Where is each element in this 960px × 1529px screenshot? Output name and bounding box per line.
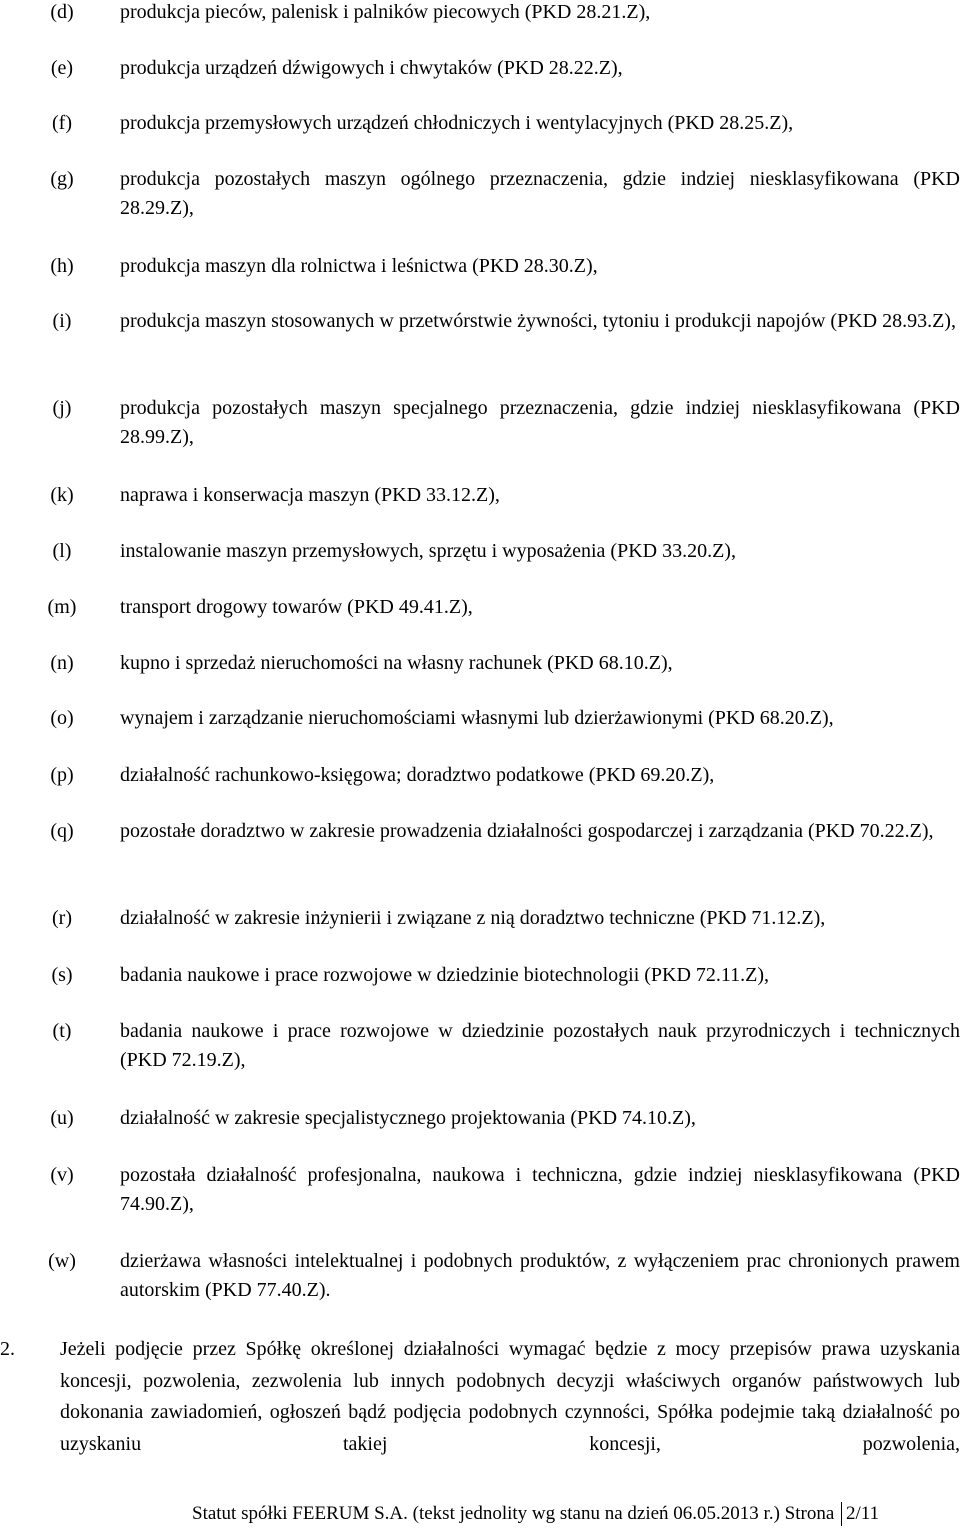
list-item-text: produkcja przemysłowych urządzeń chłodniczych i wentylacyjnych (PKD 28.25.Z),: [120, 112, 794, 134]
list-item-marker: (g): [50, 168, 74, 190]
list-item-marker: (i): [52, 310, 72, 332]
list-item-marker: (p): [50, 764, 74, 786]
list-item-marker: (e): [50, 57, 74, 79]
list-item-text: instalowanie maszyn przemysłowych, sprzętu i wyposażenia (PKD 33.20.Z),: [120, 540, 736, 562]
list-item-text: pozostałe doradztwo w zakresie prowadzenia działalności gospodarczej i zarządzania (PKD 70.22.Z),: [120, 820, 934, 842]
list-item-text: transport drogowy towarów (PKD 49.41.Z),: [120, 596, 473, 618]
list-item-text: produkcja pozostałych maszyn ogólnego przeznaczenia, gdzie indziej niesklasyfikowana (PKD 28.29.Z),: [120, 168, 960, 219]
list-item-marker: (k): [50, 484, 74, 506]
footer-page-number: 2/11: [841, 1502, 879, 1526]
list-item-text: produkcja pieców, palenisk i palników piecowych (PKD 28.21.Z),: [120, 1, 651, 23]
list-item-marker: (d): [50, 1, 74, 23]
list-item-text: naprawa i konserwacja maszyn (PKD 33.12.Z),: [120, 484, 500, 506]
list-item-marker: (h): [50, 255, 74, 277]
list-item-marker: (t): [52, 1020, 72, 1042]
list-item-text: działalność rachunkowo-księgowa; doradztwo podatkowe (PKD 69.20.Z),: [120, 764, 715, 786]
list-item-marker: (m): [47, 596, 77, 618]
list-item-text: badania naukowe i prace rozwojowe w dziedzinie biotechnologii (PKD 72.11.Z),: [120, 964, 770, 986]
list-item-marker: (l): [52, 540, 72, 562]
list-item-text: wynajem i zarządzanie nieruchomościami własnymi lub dzierżawionymi (PKD 68.20.Z),: [120, 707, 834, 729]
list-item-marker: (s): [51, 964, 73, 986]
list-item-text: działalność w zakresie inżynierii i związane z nią doradztwo techniczne (PKD 71.12.Z),: [120, 907, 826, 929]
list-item-marker: (n): [50, 652, 74, 674]
list-item-marker: (f): [52, 112, 72, 134]
list-item-text: badania naukowe i prace rozwojowe w dziedzinie pozostałych nauk przyrodniczych i technicznych (PKD 72.19.Z),: [120, 1020, 960, 1071]
list-item-text: produkcja urządzeń dźwigowych i chwytaków (PKD 28.22.Z),: [120, 57, 623, 79]
list-item-marker: (o): [50, 707, 74, 729]
list-item-text: dzierżawa własności intelektualnej i podobnych produktów, z wyłączeniem prac chronionych prawem autorskim (PKD 77.40.Z).: [120, 1250, 960, 1301]
list-item-text: produkcja maszyn stosowanych w przetwórstwie żywności, tytoniu i produkcji napojów (PKD 28.93.Z),: [120, 310, 956, 332]
list-item-marker: (w): [48, 1250, 76, 1272]
list-item-marker: (q): [50, 820, 74, 842]
list-item-text: produkcja maszyn dla rolnictwa i leśnictwa (PKD 28.30.Z),: [120, 255, 598, 277]
list-item-marker: (j): [52, 397, 72, 419]
list-item-text: kupno i sprzedaż nieruchomości na własny rachunek (PKD 68.10.Z),: [120, 652, 673, 674]
list-item-marker: (r): [52, 907, 72, 929]
list-item-text: pozostała działalność profesjonalna, naukowa i techniczna, gdzie indziej niesklasyfikowana (PKD 74.90.Z),: [120, 1164, 960, 1215]
list-item-text: działalność w zakresie specjalistycznego projektowania (PKD 74.10.Z),: [120, 1107, 696, 1129]
footer-document-title: Statut spółki FEERUM S.A. (tekst jednolity wg stanu na dzień 06.05.2013 r.) Strona: [192, 1503, 835, 1524]
page-footer: [192, 1502, 879, 1526]
paragraph-number: 2.: [0, 1338, 15, 1360]
list-item-marker: (v): [50, 1164, 74, 1186]
list-item-text: produkcja pozostałych maszyn specjalnego przeznaczenia, gdzie indziej niesklasyfikowana (PKD 28.99.Z),: [120, 397, 960, 448]
paragraph-text: Jeżeli podjęcie przez Spółkę określonej działalności wymagać będzie z mocy przepisów prawa uzyskania koncesji, pozwolenia, zezwolenia lub innych podobnych decyzji właściwych organów państwowych lub dokonania zawiadomień, ogłoszeń bądź podjęcia podobnych czynności, Spółka podejmie taką działalność po uzyskaniu takiej koncesji, pozwolenia,: [60, 1338, 960, 1455]
list-item-marker: (u): [50, 1107, 74, 1129]
